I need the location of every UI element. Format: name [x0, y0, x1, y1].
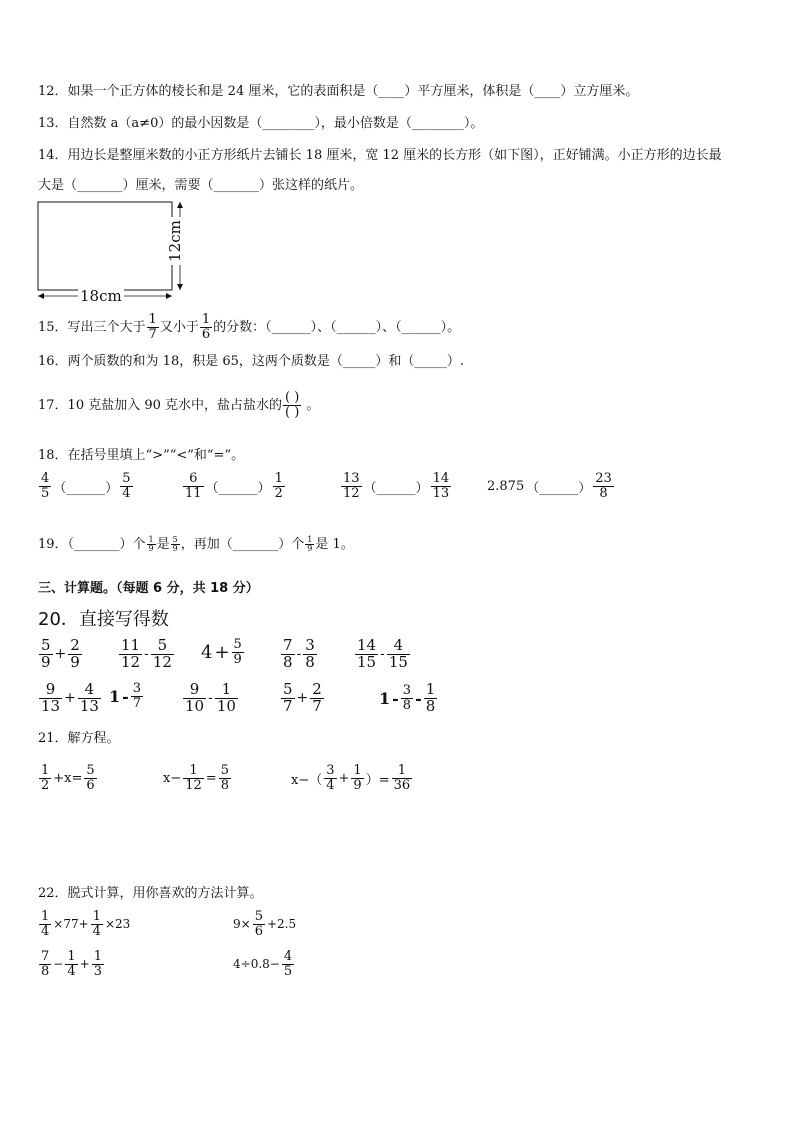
question-14-line-1: 14．用边长是整厘米数的小正方形纸片去铺长 18 厘米，宽 12 厘米的长方形（如下图），正好铺满。小正方形的边长最: [38, 148, 722, 163]
expression: $\frac{7}{8}$ - $\frac{3}{8}$: [283, 636, 315, 671]
question-20-title: 20．直接写得数: [38, 609, 169, 630]
fraction: $\frac{1}{7}$: [148, 312, 157, 342]
expression: $\frac{9}{13}$ + $\frac{4}{13}$: [41, 680, 99, 715]
expression: 4 + $\frac{5}{9}$: [201, 637, 242, 667]
expression: 9× $\frac{5}{6}$ +2.5: [233, 909, 297, 939]
equation: $\frac{1}{2}$ +x= $\frac{5}{6}$: [41, 763, 95, 793]
expression: $\frac{9}{10}$ - $\frac{1}{10}$: [185, 680, 236, 715]
section-3-heading: 三、计算题。（每题 6 分，共 18 分）: [38, 581, 259, 596]
question-15: 15．写出三个大于 $\frac{1}{7}$ 又小于 $\frac{1}{6}$ 的分数：（______）、（______）、（______）。: [38, 312, 461, 342]
question-16: 16．两个质数的和为 18，积是 65，这两个质数是（_____）和（_____）.: [38, 354, 465, 369]
expression: $\frac{7}{8}$ − $\frac{1}{4}$ + $\frac{1}{3}$: [41, 949, 102, 979]
compare-item: 2.875 （______） $\frac{23}{8}$: [487, 471, 612, 501]
compare-item: $\frac{6}{11}$ （______） $\frac{1}{2}$: [185, 471, 283, 501]
expression: 1 - $\frac{3}{8}$ - $\frac{1}{8}$: [379, 680, 436, 715]
compare-item: $\frac{4}{5}$ （______） $\frac{5}{4}$: [41, 471, 131, 501]
question-12: 12．如果一个正方体的棱长和是 24 厘米，它的表面积是（____）平方厘米，体积是（____）立方厘米。: [38, 84, 639, 99]
question-21-title: 21．解方程。: [38, 731, 120, 746]
expression: $\frac{11}{12}$ - $\frac{5}{12}$: [121, 636, 172, 671]
expression: $\frac{1}{4}$ ×77+ $\frac{1}{4}$ ×23: [41, 909, 131, 939]
width-label: 18cm: [80, 287, 122, 305]
expression: 1 - $\frac{3}{7}$: [109, 681, 142, 711]
answer-fraction: ( ) ( ): [285, 390, 300, 420]
compare-item: $\frac{13}{12}$ （______） $\frac{14}{13}$: [343, 471, 450, 501]
equation: x−（ $\frac{3}{4}$ + $\frac{1}{9}$ ）= $\frac{1}{36}$: [291, 763, 411, 793]
question-14-line-2: 大是（_______）厘米，需要（_______）张这样的纸片。: [38, 178, 364, 193]
question-17: 17．10 克盐加入 90 克水中，盐占盐水的 ( ) ( ) 。: [38, 390, 320, 420]
expression: $\frac{5}{9}$ + $\frac{2}{9}$: [41, 636, 80, 671]
fraction: $\frac{1}{6}$: [201, 312, 211, 342]
question-13: 13．自然数 a（a≠0）的最小因数是（________），最小倍数是（________）。: [38, 116, 484, 131]
question-19: 19．（_______）个 $\frac{1}{9}$ 是 $\frac{5}{9}$ ，再加（_______）个 $\frac{1}{9}$ 是 1。: [38, 534, 354, 553]
question-22-title: 22．脱式计算，用你喜欢的方法计算。: [38, 886, 263, 901]
equation: x− $\frac{1}{12}$ = $\frac{5}{8}$: [163, 763, 229, 793]
expression: $\frac{5}{7}$ + $\frac{2}{7}$: [283, 680, 322, 715]
question-18: 18．在括号里填上“>”“<”和“=”。: [38, 448, 245, 463]
height-label: 12cm: [166, 217, 184, 265]
expression: 4÷0.8− $\frac{4}{5}$: [233, 949, 293, 979]
expression: $\frac{14}{15}$ - $\frac{4}{15}$: [357, 636, 408, 671]
